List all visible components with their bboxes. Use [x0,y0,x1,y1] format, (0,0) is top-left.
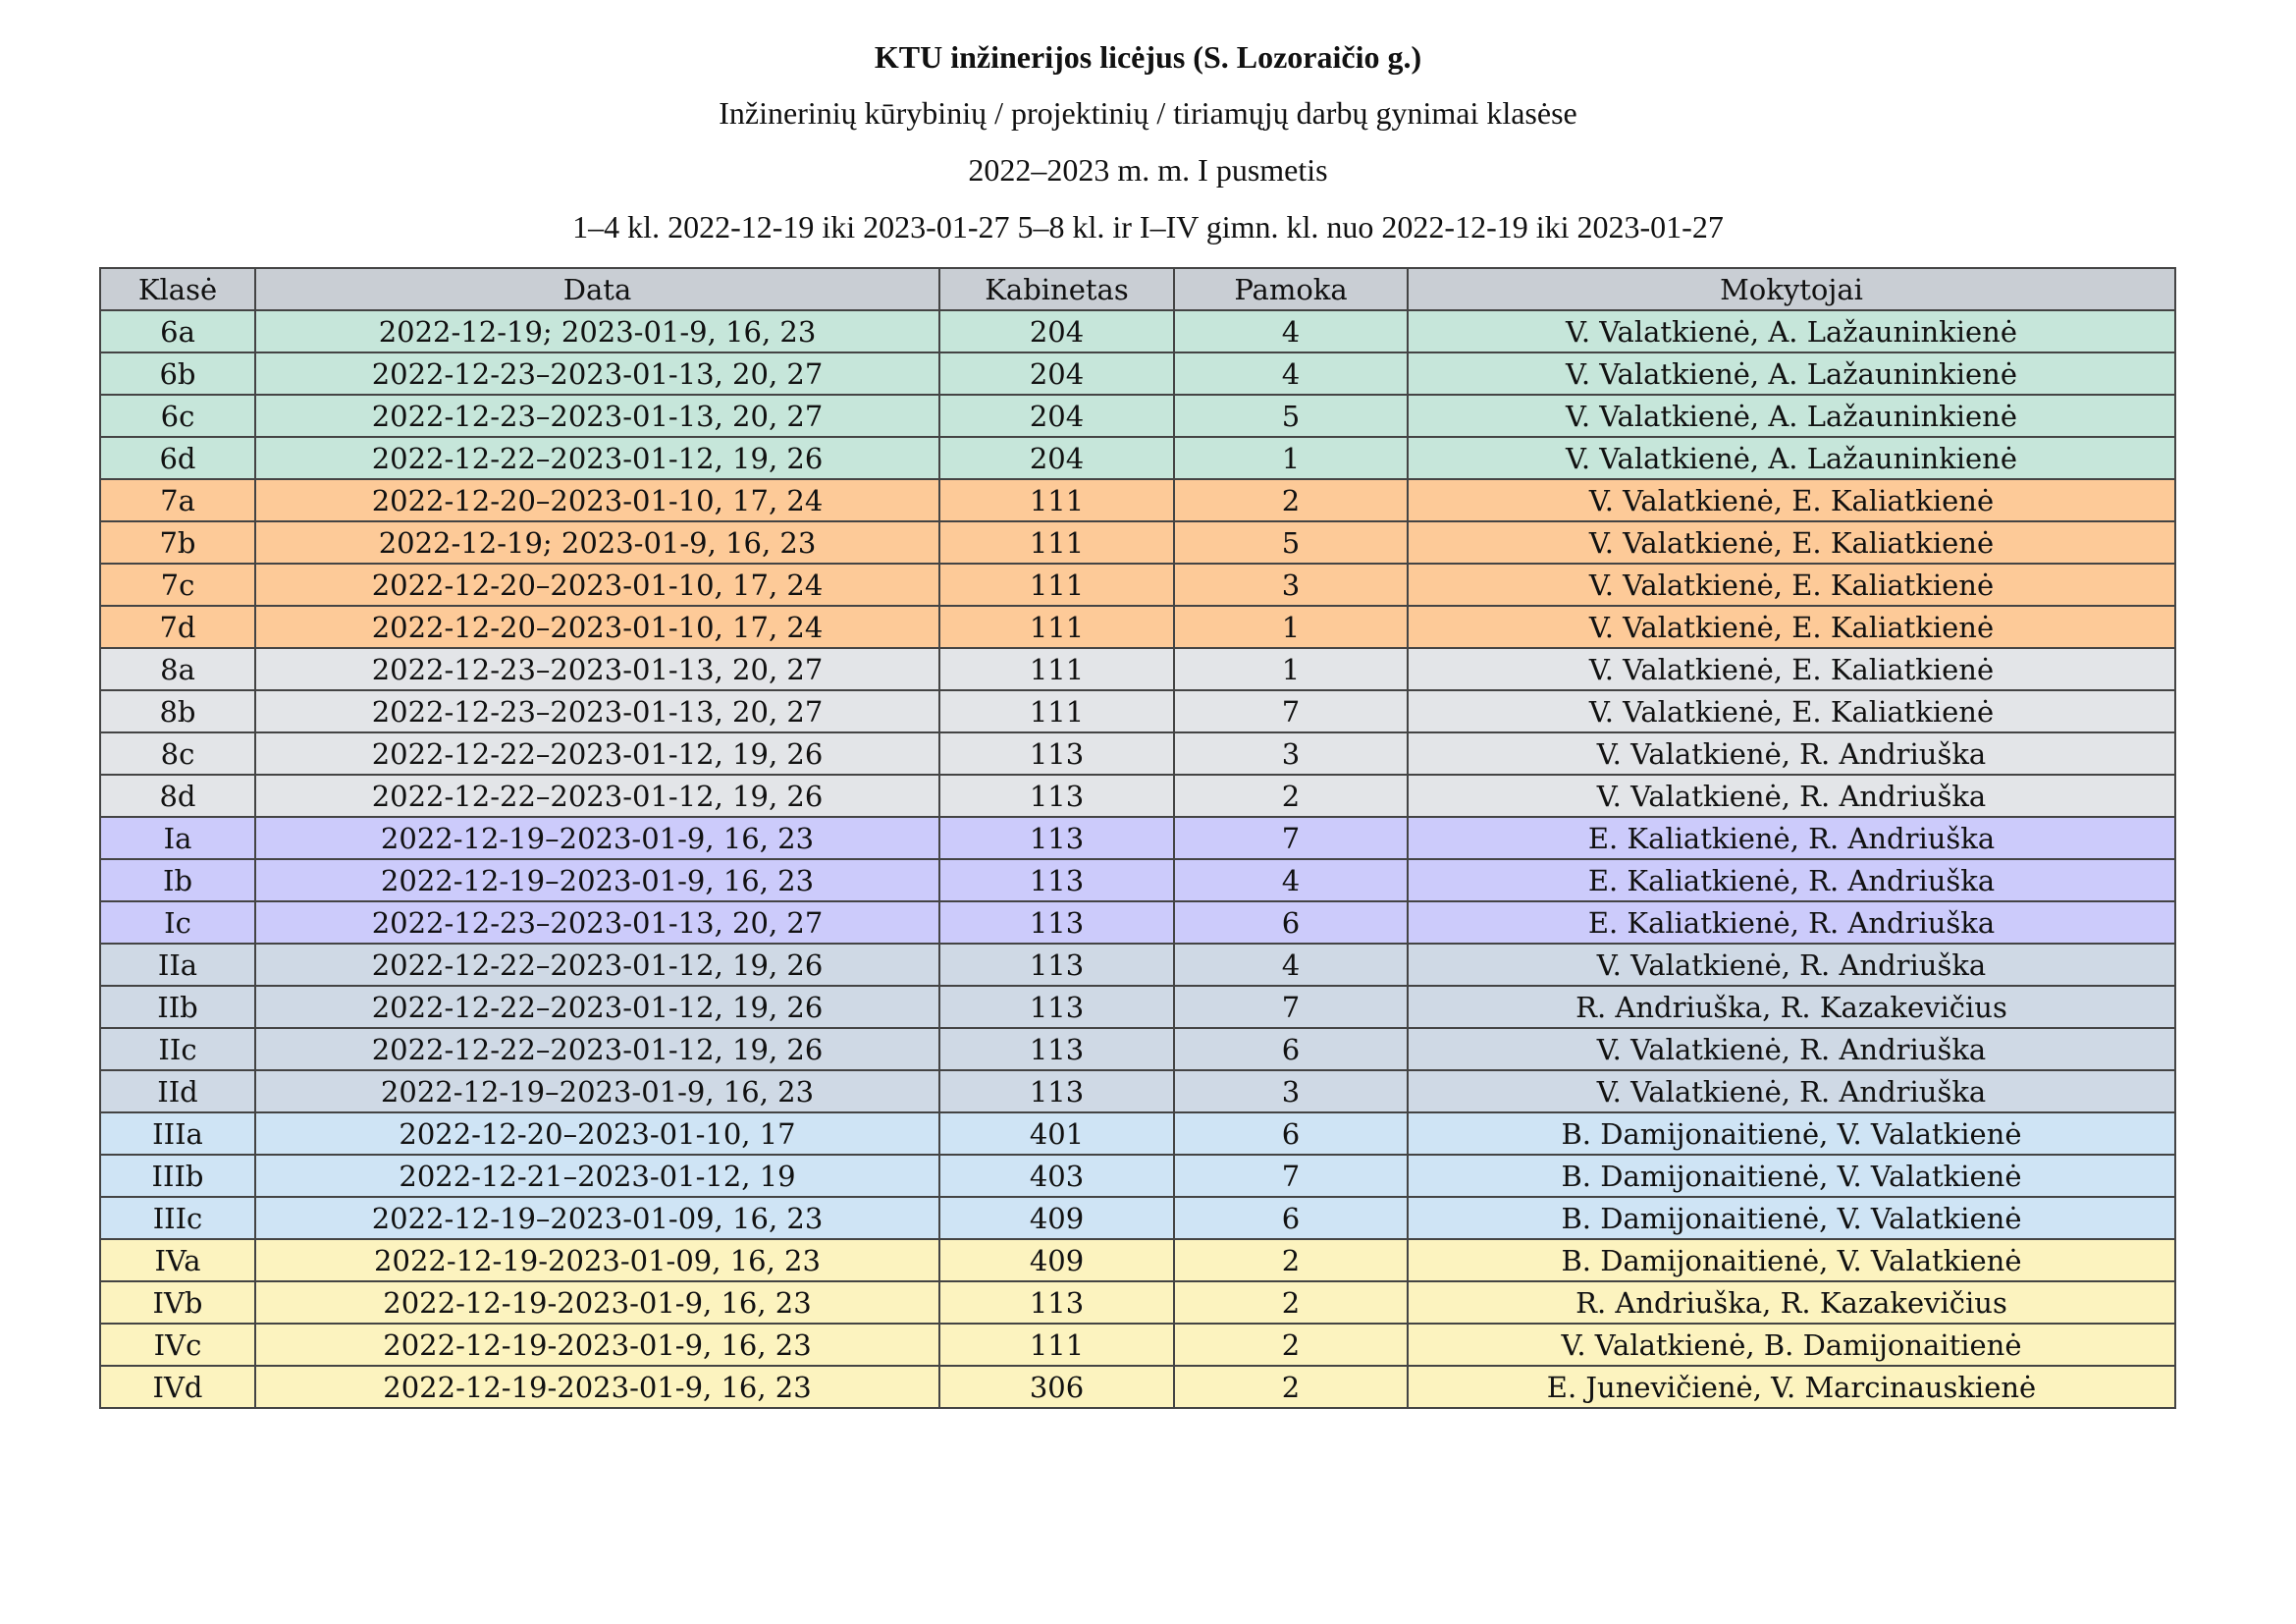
table-row [100,648,2175,690]
cell-pamoka: 2 [1174,1324,1408,1366]
cell-data: 2022-12-20–2023-01-10, 17, 24 [255,564,939,606]
cell-data: 2022-12-19-2023-01-9, 16, 23 [255,1281,939,1324]
cell-klase: IIa [100,944,255,986]
cell-pamoka: 4 [1174,352,1408,395]
cell-kabinetas: 111 [939,521,1174,564]
cell-klase: 7c [100,564,255,606]
cell-klase: 8c [100,732,255,775]
cell-mokytojai: V. Valatkienė, E. Kaliatkienė [1408,606,2175,648]
table-row [100,395,2175,437]
cell-mokytojai: B. Damijonaitienė, V. Valatkienė [1408,1239,2175,1281]
cell-data: 2022-12-23–2023-01-13, 20, 27 [255,352,939,395]
cell-kabinetas: 113 [939,901,1174,944]
cell-mokytojai: V. Valatkienė, A. Lažauninkienė [1408,395,2175,437]
cell-mokytojai: B. Damijonaitienė, V. Valatkienė [1408,1197,2175,1239]
cell-data: 2022-12-22–2023-01-12, 19, 26 [255,732,939,775]
cell-klase: 8d [100,775,255,817]
cell-mokytojai: V. Valatkienė, R. Andriuška [1408,732,2175,775]
cell-pamoka: 3 [1174,564,1408,606]
cell-mokytojai: E. Kaliatkienė, R. Andriuška [1408,817,2175,859]
cell-pamoka: 7 [1174,986,1408,1028]
table-row [100,352,2175,395]
column-header-data: Data [255,268,939,310]
table-row [100,1070,2175,1112]
cell-klase: 8a [100,648,255,690]
cell-data: 2022-12-19-2023-01-9, 16, 23 [255,1366,939,1408]
cell-pamoka: 7 [1174,817,1408,859]
cell-pamoka: 2 [1174,479,1408,521]
table-row [100,944,2175,986]
table-row [100,1324,2175,1366]
cell-data: 2022-12-19–2023-01-09, 16, 23 [255,1197,939,1239]
table-row [100,1366,2175,1408]
cell-kabinetas: 111 [939,479,1174,521]
table-row [100,732,2175,775]
cell-kabinetas: 111 [939,606,1174,648]
cell-mokytojai: V. Valatkienė, E. Kaliatkienė [1408,648,2175,690]
cell-pamoka: 7 [1174,1155,1408,1197]
cell-kabinetas: 113 [939,944,1174,986]
cell-data: 2022-12-20–2023-01-10, 17 [255,1112,939,1155]
cell-klase: 6c [100,395,255,437]
cell-klase: IIIb [100,1155,255,1197]
table-row [100,1155,2175,1197]
cell-mokytojai: V. Valatkienė, R. Andriuška [1408,944,2175,986]
table-row [100,310,2175,352]
cell-mokytojai: E. Junevičienė, V. Marcinauskienė [1408,1366,2175,1408]
cell-mokytojai: V. Valatkienė, R. Andriuška [1408,1070,2175,1112]
cell-pamoka: 4 [1174,859,1408,901]
cell-klase: IVd [100,1366,255,1408]
cell-klase: IIb [100,986,255,1028]
cell-kabinetas: 306 [939,1366,1174,1408]
cell-kabinetas: 204 [939,310,1174,352]
cell-mokytojai: R. Andriuška, R. Kazakevičius [1408,1281,2175,1324]
cell-klase: IIIc [100,1197,255,1239]
cell-data: 2022-12-19-2023-01-09, 16, 23 [255,1239,939,1281]
cell-mokytojai: V. Valatkienė, R. Andriuška [1408,1028,2175,1070]
table-row [100,1028,2175,1070]
cell-mokytojai: V. Valatkienė, E. Kaliatkienė [1408,521,2175,564]
cell-data: 2022-12-23–2023-01-13, 20, 27 [255,395,939,437]
cell-kabinetas: 113 [939,1070,1174,1112]
cell-data: 2022-12-21–2023-01-12, 19 [255,1155,939,1197]
cell-data: 2022-12-19–2023-01-9, 16, 23 [255,1070,939,1112]
cell-data: 2022-12-23–2023-01-13, 20, 27 [255,901,939,944]
cell-mokytojai: V. Valatkienė, E. Kaliatkienė [1408,479,2175,521]
cell-mokytojai: E. Kaliatkienė, R. Andriuška [1408,901,2175,944]
cell-data: 2022-12-22–2023-01-12, 19, 26 [255,437,939,479]
table-row [100,1281,2175,1324]
cell-pamoka: 6 [1174,1028,1408,1070]
cell-data: 2022-12-19–2023-01-9, 16, 23 [255,817,939,859]
cell-kabinetas: 111 [939,690,1174,732]
date-range-line: 1–4 kl. 2022-12-19 iki 2023-01-27 5–8 kl. ir I–IV gimn. kl. nuo 2022-12-19 iki 2023-01-27 [572,209,1724,244]
cell-kabinetas: 403 [939,1155,1174,1197]
cell-data: 2022-12-19; 2023-01-9, 16, 23 [255,310,939,352]
cell-kabinetas: 113 [939,1028,1174,1070]
cell-klase: IVc [100,1324,255,1366]
cell-pamoka: 2 [1174,775,1408,817]
cell-mokytojai: V. Valatkienė, A. Lažauninkienė [1408,437,2175,479]
cell-pamoka: 1 [1174,606,1408,648]
cell-data: 2022-12-19; 2023-01-9, 16, 23 [255,521,939,564]
cell-kabinetas: 113 [939,732,1174,775]
cell-kabinetas: 113 [939,859,1174,901]
cell-data: 2022-12-19-2023-01-9, 16, 23 [255,1324,939,1366]
table-header [100,268,2175,310]
cell-kabinetas: 113 [939,817,1174,859]
cell-data: 2022-12-22–2023-01-12, 19, 26 [255,1028,939,1070]
document-subtitle: Inžinerinių kūrybinių / projektinių / tiriamųjų darbų gynimai klasėse [719,95,1577,131]
column-header-pamoka: Pamoka [1174,268,1408,310]
cell-mokytojai: B. Damijonaitienė, V. Valatkienė [1408,1112,2175,1155]
cell-mokytojai: B. Damijonaitienė, V. Valatkienė [1408,1155,2175,1197]
cell-pamoka: 6 [1174,1197,1408,1239]
cell-kabinetas: 111 [939,564,1174,606]
cell-data: 2022-12-22–2023-01-12, 19, 26 [255,986,939,1028]
table-row [100,859,2175,901]
cell-pamoka: 4 [1174,310,1408,352]
cell-kabinetas: 204 [939,437,1174,479]
cell-klase: IIc [100,1028,255,1070]
cell-klase: Ib [100,859,255,901]
column-header-kabinetas: Kabinetas [939,268,1174,310]
cell-data: 2022-12-20–2023-01-10, 17, 24 [255,479,939,521]
cell-pamoka: 3 [1174,1070,1408,1112]
cell-mokytojai: V. Valatkienė, E. Kaliatkienė [1408,564,2175,606]
cell-kabinetas: 113 [939,1281,1174,1324]
cell-mokytojai: V. Valatkienė, R. Andriuška [1408,775,2175,817]
cell-kabinetas: 401 [939,1112,1174,1155]
cell-kabinetas: 409 [939,1197,1174,1239]
defense-schedule-table [99,267,2176,1409]
table-row [100,479,2175,521]
cell-mokytojai: V. Valatkienė, E. Kaliatkienė [1408,690,2175,732]
table-row [100,901,2175,944]
cell-kabinetas: 113 [939,775,1174,817]
cell-pamoka: 2 [1174,1281,1408,1324]
cell-klase: 6d [100,437,255,479]
cell-kabinetas: 111 [939,1324,1174,1366]
cell-data: 2022-12-22–2023-01-12, 19, 26 [255,775,939,817]
cell-data: 2022-12-19–2023-01-9, 16, 23 [255,859,939,901]
column-header-mokytojai: Mokytojai [1408,268,2175,310]
cell-data: 2022-12-23–2023-01-13, 20, 27 [255,690,939,732]
cell-data: 2022-12-22–2023-01-12, 19, 26 [255,944,939,986]
cell-klase: 8b [100,690,255,732]
cell-pamoka: 7 [1174,690,1408,732]
cell-klase: IId [100,1070,255,1112]
table-row [100,1239,2175,1281]
header-row [100,268,2175,310]
cell-pamoka: 5 [1174,395,1408,437]
cell-klase: 7b [100,521,255,564]
cell-kabinetas: 113 [939,986,1174,1028]
cell-klase: 6b [100,352,255,395]
cell-kabinetas: 111 [939,648,1174,690]
table-row [100,437,2175,479]
table-row [100,775,2175,817]
cell-data: 2022-12-20–2023-01-10, 17, 24 [255,606,939,648]
cell-pamoka: 5 [1174,521,1408,564]
cell-klase: 6a [100,310,255,352]
table-body [100,310,2175,1408]
table-row [100,521,2175,564]
cell-pamoka: 6 [1174,901,1408,944]
cell-klase: IIIa [100,1112,255,1155]
table-row [100,1112,2175,1155]
cell-klase: IVb [100,1281,255,1324]
table-row [100,690,2175,732]
cell-kabinetas: 409 [939,1239,1174,1281]
cell-pamoka: 1 [1174,648,1408,690]
column-header-klase: Klasė [100,268,255,310]
table-row [100,606,2175,648]
cell-kabinetas: 204 [939,395,1174,437]
cell-data: 2022-12-23–2023-01-13, 20, 27 [255,648,939,690]
table-row [100,817,2175,859]
table-row [100,564,2175,606]
cell-pamoka: 2 [1174,1239,1408,1281]
cell-mokytojai: V. Valatkienė, B. Damijonaitienė [1408,1324,2175,1366]
cell-mokytojai: E. Kaliatkienė, R. Andriuška [1408,859,2175,901]
cell-mokytojai: V. Valatkienė, A. Lažauninkienė [1408,310,2175,352]
cell-kabinetas: 204 [939,352,1174,395]
cell-pamoka: 2 [1174,1366,1408,1408]
cell-mokytojai: V. Valatkienė, A. Lažauninkienė [1408,352,2175,395]
cell-mokytojai: R. Andriuška, R. Kazakevičius [1408,986,2175,1028]
table-row [100,986,2175,1028]
cell-pamoka: 4 [1174,944,1408,986]
cell-pamoka: 3 [1174,732,1408,775]
cell-klase: 7a [100,479,255,521]
cell-klase: Ic [100,901,255,944]
cell-klase: IVa [100,1239,255,1281]
table-row [100,1197,2175,1239]
school-year-line: 2022–2023 m. m. I pusmetis [968,152,1328,188]
document-title: KTU inžinerijos licėjus (S. Lozoraičio g.) [874,39,1422,75]
cell-klase: 7d [100,606,255,648]
cell-pamoka: 1 [1174,437,1408,479]
cell-klase: Ia [100,817,255,859]
cell-pamoka: 6 [1174,1112,1408,1155]
